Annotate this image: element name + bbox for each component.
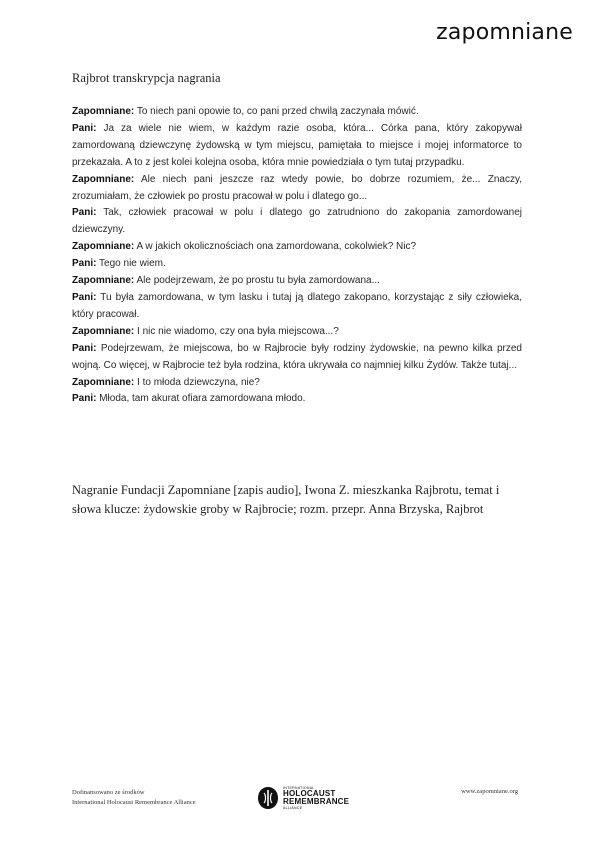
footer-funding-line: Dofinansowano ze środków <box>72 789 145 796</box>
speaker-label: Zapomniane: <box>72 325 135 337</box>
speaker-label: Pani: <box>72 342 97 354</box>
turn-text: Tak, człowiek pracował w polu i dlatego go zatrudniono do zakopania zamordowanej dziewczyny. <box>72 207 522 236</box>
turn-text: Podejrzewam, że miejscowa, bo w Rajbrocie były rodziny żydowskie, na pewno kilka przed wojną. Co więcej, w Rajbrocie też była rodzina, która ukrywała co najmniej kilku Żydów. Także tutaj... <box>72 342 522 371</box>
ihra-logo <box>257 786 349 810</box>
turn-text: Tego nie wiem. <box>96 258 166 270</box>
ihra-logo-text <box>283 786 349 810</box>
turn-text: Ja za wiele nie wiem, w każdym razie osoba, która... Córka pana, który zakopywał zamordowaną dziewczynę żydowską w tym miejscu, pamiętała to miejsce i mojej informatorce to przekazała. A to z jest kolei kolejna osoba, która mnie powiedziała o tym tutaj przypadku. <box>72 122 522 168</box>
ihra-logo-small-top: INTERNATIONAL <box>283 786 315 790</box>
speaker-label: Zapomniane: <box>72 173 135 185</box>
ihra-logo-line: HOLOCAUST <box>283 789 336 798</box>
transcript-turn <box>72 205 522 239</box>
speaker-label: Zapomniane: <box>72 106 135 117</box>
footer-funding-line: International Holocaust Remembrance Alliance <box>72 799 196 806</box>
speaker-label: Pani: <box>72 207 97 219</box>
turn-text: Ale podejrzewam, że po prostu tu była zamordowana... <box>134 275 380 287</box>
turn-text: I to młoda dziewczyna, nie? <box>134 376 260 388</box>
turn-text: To niech pani opowie to, co pani przed chwilą zaczynała mówić. <box>134 106 419 117</box>
transcript-turn <box>72 324 522 341</box>
transcript-turn <box>72 239 522 256</box>
document-title: Rajbrot transkrypcja nagrania <box>72 71 221 85</box>
transcript-turn <box>72 172 522 206</box>
ihra-emblem-icon <box>257 786 279 810</box>
turn-text: Ale niech pani jeszcze raz wtedy powie, bo dobrze rozumiem, że... Znaczy, zrozumiałam, że człowiek po prostu pracował w polu i dlatego go... <box>72 173 522 202</box>
turn-text: Młoda, tam akurat ofiara zamordowana młodo. <box>96 393 306 405</box>
transcript-turn <box>72 121 522 172</box>
transcript <box>72 104 522 408</box>
transcript-turn <box>72 375 522 392</box>
speaker-label: Zapomniane: <box>72 241 135 253</box>
speaker-label: Zapomniane: <box>72 376 135 388</box>
ihra-logo-small-bottom: ALLIANCE <box>283 806 303 810</box>
transcript-turn <box>72 290 522 324</box>
recording-caption: Nagranie Fundacji Zapomniane [zapis audio], Iwona Z. mieszkanka Rajbrotu, temat i słowa klucze: żydowskie groby w Rajbrocie; rozm. przepr. Anna Brzyska, Rajbrot <box>72 483 500 516</box>
ihra-logo-line: REMEMBRANCE <box>283 797 350 806</box>
footer-website[interactable]: www.zapomniane.org <box>461 788 518 795</box>
transcript-turn <box>72 104 522 121</box>
logo: zapomniane <box>436 20 573 45</box>
transcript-turn <box>72 391 522 408</box>
transcript-turn <box>72 341 522 375</box>
speaker-label: Pani: <box>72 122 97 134</box>
speaker-label: Pani: <box>72 258 97 270</box>
speaker-label: Pani: <box>72 291 97 303</box>
footer-funding <box>72 788 196 808</box>
speaker-label: Pani: <box>72 393 97 405</box>
transcript-turn <box>72 256 522 273</box>
turn-text: A w jakich okolicznościach ona zamordowana, cokolwiek? Nic? <box>134 241 417 253</box>
turn-text: Tu była zamordowana, w tym lasku i tutaj ją dlatego zakopano, korzystając z siły człowieka, który pracował. <box>72 291 522 320</box>
transcript-turn <box>72 273 522 290</box>
turn-text: I nic nie wiadomo, czy ona była miejscowa...? <box>134 325 339 337</box>
speaker-label: Zapomniane: <box>72 275 135 287</box>
